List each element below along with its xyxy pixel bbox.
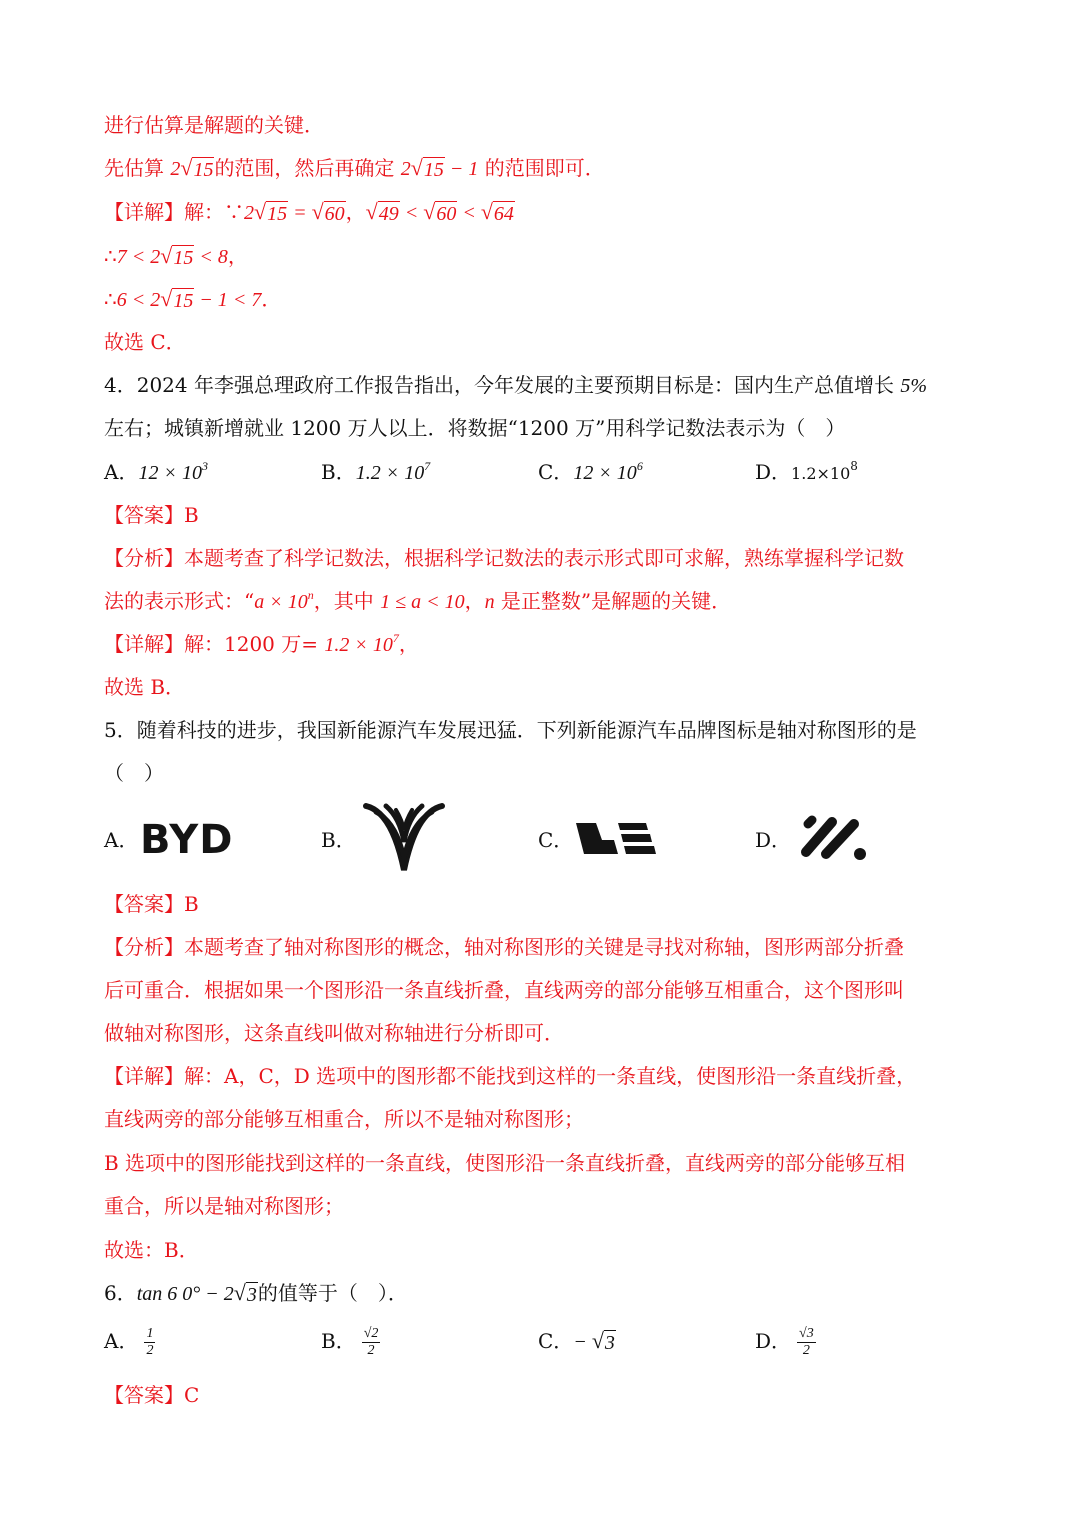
option-a: A．$12 \times 10^3$ — [104, 459, 208, 484]
option-b: B． $\frac{√2}{2}$ — [321, 1326, 379, 1358]
detail-text: 【详解】解：1200 万= $1.2 \times 10^7$， — [104, 631, 419, 656]
question-5-stem: 5．随着科技的进步，我国新能源汽车发展迅猛．下列新能源汽车品牌图标是轴对称图形的是 — [104, 718, 917, 742]
leapmotor-logo — [574, 820, 658, 856]
answer-label: 【答案】C — [104, 1383, 200, 1407]
analysis-text: 法的表示形式：“$a \times 10^n$，其中 1 ≤ a < 10，n 是正整数”是解题的关键． — [104, 588, 732, 613]
detail-text: B 选项中的图形能找到这样的一条直线，使图形沿一条直线折叠，直线两旁的部分能够互相 — [104, 1151, 906, 1175]
text: 的范围，然后再确定 — [214, 156, 401, 180]
math-expression: 2 √ 15 − 1 — [400, 155, 479, 181]
option-b: B．$1.2 \times 10^7$ — [321, 459, 431, 484]
text-line: ∴7 < 2 √ 15 < 8， — [104, 243, 248, 269]
detail-text: 重合，所以是轴对称图形； — [104, 1194, 344, 1218]
text: 进行估算是解题的关键． — [104, 113, 324, 137]
option-b: B． — [321, 828, 356, 852]
option-a: A． $\frac{1}{2}$ — [104, 1326, 154, 1358]
math-expression: 7 < 2 √ 15 < 8 — [116, 243, 228, 269]
text: 先估算 — [104, 156, 171, 180]
analysis-text: 后可重合．根据如果一个图形沿一条直线折叠，直线两旁的部分能够互相重合，这个图形叫 — [104, 978, 904, 1002]
analysis-text: 【分析】本题考查了科学记数法，根据科学记数法的表示形式即可求解，熟练掌握科学记数 — [104, 546, 904, 570]
text: 故选 C． — [104, 330, 186, 354]
analysis-text: 【分析】本题考查了轴对称图形的概念，轴对称图形的关键是寻找对称轴，图形两部分折叠 — [104, 935, 904, 959]
math-expression: √ 49 < √ 60 < √ 64 — [365, 199, 514, 225]
option-c: C．$12 \times 10^6$ — [538, 459, 643, 484]
choose-text: 故选 B． — [104, 675, 186, 699]
wuling-logo — [362, 800, 446, 874]
text-line — [104, 327, 186, 357]
answer-label: 【答案】B — [104, 892, 199, 916]
answer-label: 【答案】B — [104, 503, 199, 527]
question-5-options — [104, 800, 984, 880]
choose-text: 故选：B． — [104, 1238, 199, 1262]
text: 的范围即可． — [478, 156, 605, 180]
question-4-stem: 左右；城镇新增就业 1200 万人以上．将数据“1200 万”用科学记数法表示为（ ） — [104, 416, 846, 440]
option-d: D． — [755, 828, 792, 852]
brand-logo-d — [798, 814, 870, 864]
question-5-stem: （ ） — [104, 761, 164, 785]
option-d: D．$1.2\times 10^8$ — [755, 459, 858, 484]
option-c: C．− √ 3 — [538, 1328, 615, 1354]
text: 【详解】解：∵ — [104, 200, 244, 224]
option-c: C． — [538, 828, 574, 852]
question-6-options — [104, 1326, 984, 1366]
question-4-stem: 4．2024 年李强总理政府工作报告指出，今年发展的主要预期目标是：国内生产总值增长 5% — [104, 373, 928, 397]
math-expression: 2 √ 15 — [170, 155, 214, 181]
math-expression: 6 < 2 √ 15 − 1 < 7 — [116, 286, 262, 312]
math-expression: 2 √ 15 = √ 60 — [244, 199, 345, 225]
option-d: D． $\frac{√3}{2}$ — [755, 1326, 814, 1358]
question-4-options — [104, 457, 984, 493]
detail-text: 【详解】解：A，C，D 选项中的图形都不能找到这样的一条直线，使图形沿一条直线折叠， — [104, 1064, 917, 1088]
question-6-stem: 6．tan 6 0° − 2 √ 3 的值等于（ ）． — [104, 1280, 408, 1306]
text-line: 【详解】解：∵2 √ 15 = √ 60 ， √ 49 < √ 60 < √ 64 — [104, 199, 514, 225]
text-line — [104, 110, 324, 140]
analysis-text: 做轴对称图形，这条直线叫做对称轴进行分析即可． — [104, 1021, 564, 1045]
text-line: ∴6 < 2 √ 15 − 1 < 7． — [104, 286, 282, 312]
option-a: A． — [104, 828, 139, 852]
text-line — [104, 153, 605, 184]
byd-logo: BYD — [140, 817, 234, 863]
detail-text: 直线两旁的部分能够互相重合，所以不是轴对称图形； — [104, 1107, 584, 1131]
